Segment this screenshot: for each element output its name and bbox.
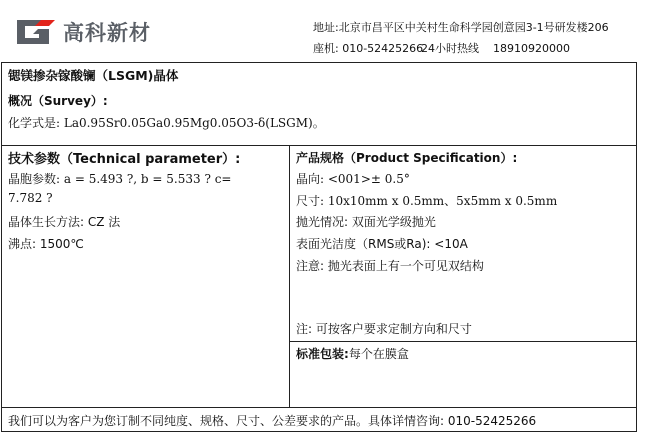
surface-roughness: 表面光洁度（RMS或Ra): <10A <box>296 237 468 251</box>
company-phone-line <box>313 40 570 56</box>
lattice-parameters: 晶胞参数: a = 5.493 ?, b = 5.533 ? c= <box>8 172 232 186</box>
company-logo <box>13 17 151 47</box>
footer-contact: 我们可以为客户为您订制不同纯度、规格、尺寸、公差要求的产品。具体详情咨询: 010-52425266 <box>8 414 537 428</box>
lattice-parameters-cont: 7.782 ? <box>8 191 53 205</box>
logo-text: 高科新材 <box>63 21 151 45</box>
column-divider <box>289 145 290 407</box>
chemical-formula: 化学式是: La0.95Sr0.05Ga0.95Mg0.05O3-δ(LSGM)。 <box>8 116 325 130</box>
company-address: 地址:北京市昌平区中关村生命科学园创意园3-1号研发楼206 <box>313 21 609 34</box>
packaging <box>296 345 409 362</box>
product-title: 锶镁掺杂镓酸镧（LSGM)晶体 <box>8 68 179 83</box>
divider-footer <box>1 407 637 408</box>
divider-survey <box>1 145 637 146</box>
custom-note: 注: 可按客户要求定制方向和尺寸 <box>296 322 472 336</box>
survey-heading: 概况（Survey）: <box>8 94 108 108</box>
divider-packaging <box>289 341 637 342</box>
polish-spec: 抛光情况: 双面光学级抛光 <box>296 215 436 229</box>
hotline-label: 24小时热线 <box>421 42 479 55</box>
melting-point: 沸点: 1500℃ <box>8 237 84 251</box>
crystal-size: 尺寸: 10x10mm x 0.5mm、5x5mm x 0.5mm <box>296 194 558 208</box>
packaging-value: 每个在膜盒 <box>348 347 409 361</box>
technical-heading: 技术参数（Technical parameter）: <box>8 152 241 167</box>
product-sheet <box>1 0 637 432</box>
crystal-orientation: 晶向: <001>± 0.5° <box>296 172 410 186</box>
logo-mark-icon <box>13 17 57 47</box>
twin-structure-notice: 注意: 抛光表面上有一个可见双结构 <box>296 259 484 273</box>
landline: 座机: 010-52425266 <box>313 42 424 55</box>
packaging-label: 标准包装: <box>296 347 349 361</box>
company-header <box>1 0 637 62</box>
hotline-number: 18910920000 <box>493 42 570 55</box>
specification-heading: 产品规格（Product Specification）: <box>296 151 518 165</box>
growth-method: 晶体生长方法: CZ 法 <box>8 215 121 229</box>
